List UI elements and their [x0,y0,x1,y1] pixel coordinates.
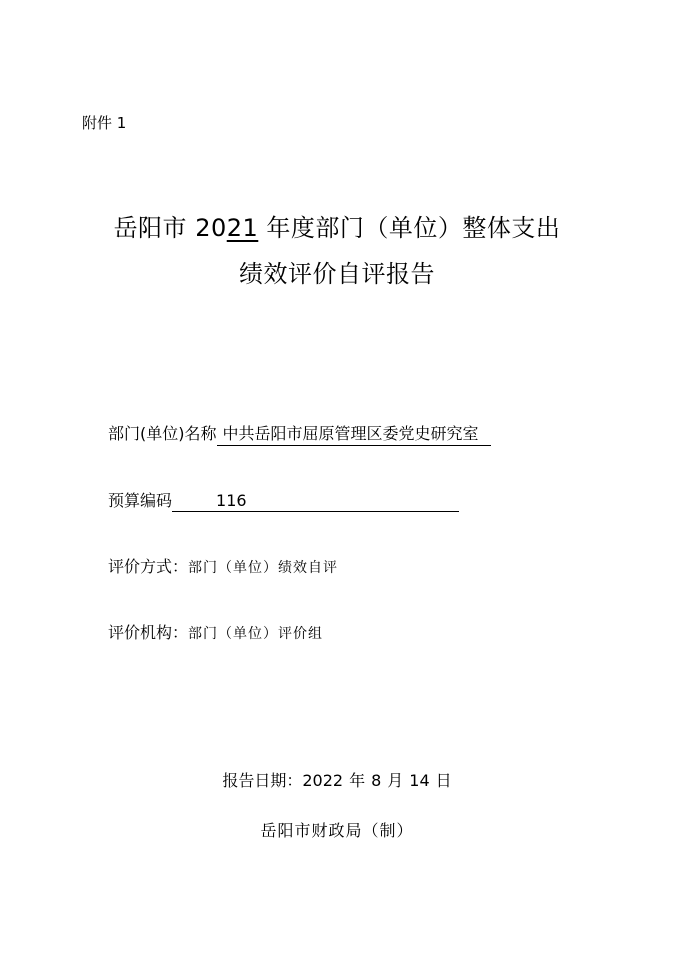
report-date-month-unit: 月 [387,771,404,790]
evaluation-org-label: 评价机构： [108,623,189,642]
evaluation-method-label: 评价方式： [108,557,189,576]
title-prefix: 岳阳市 20 [113,214,227,242]
budget-code-label: 预算编码 [108,491,173,510]
budget-code-value: 116 [172,491,459,512]
report-date-month: 8 [371,771,382,790]
evaluation-method-field [108,554,338,577]
title-year-underlined: 21 [226,214,259,242]
report-title-line2: 绩效评价自评报告 [239,260,435,288]
report-title-line1 [0,208,674,243]
title-suffix: 年度部门（单位）整体支出 [258,214,561,242]
report-date-label: 报告日期： [222,771,303,790]
report-date [0,768,674,791]
report-date-year-unit: 年 [349,771,366,790]
evaluation-org-field [108,620,323,643]
dept-name-value: 中共岳阳市屈原管理区委党史研究室 [217,421,491,446]
dept-name-label: 部门(单位)名称 [108,424,217,443]
evaluation-method-value: 部门（单位）绩效自评 [188,560,339,576]
report-date-day-unit: 日 [435,771,452,790]
attachment-label: 附件 1 [82,114,127,132]
budget-code-field [108,488,459,512]
issuer-footer: 岳阳市财政局（制） [260,821,414,840]
report-date-year: 2022 [302,771,344,790]
evaluation-org-value: 部门（单位）评价组 [188,626,324,642]
dept-name-field [108,421,491,446]
report-date-day: 14 [409,771,430,790]
